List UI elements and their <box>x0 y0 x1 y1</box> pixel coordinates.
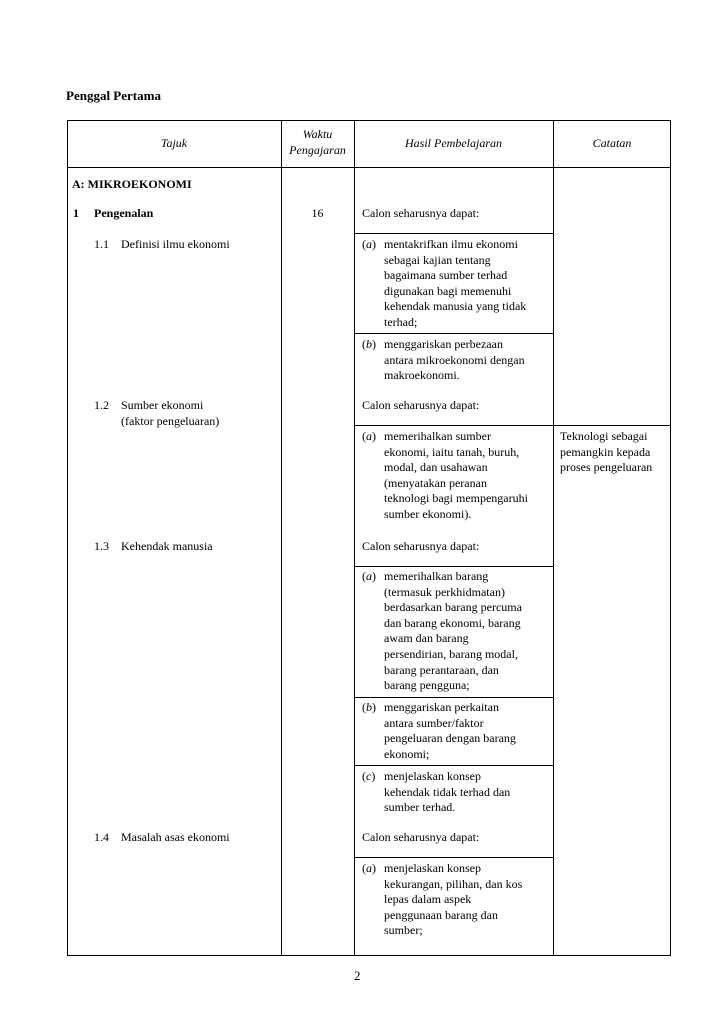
outcome-line: modal, dan usahawan <box>384 460 488 475</box>
subtopic-number: 1.3 <box>94 539 109 553</box>
outcome-line: menggariskan perkaitan <box>384 700 499 714</box>
outcome-line: digunakan bagi memenuhi <box>384 283 512 298</box>
outcome-line: antara sumber/faktor <box>384 715 484 730</box>
outcome-line: memerihalkan sumber <box>384 429 491 443</box>
subtopic-number: 1.4 <box>94 830 109 844</box>
outcome-letter: a <box>366 429 372 443</box>
outcome-letter: a <box>366 861 372 875</box>
outcome-intro: Calon seharusnya dapat: <box>362 398 480 412</box>
subtopic-title-line: Sumber ekonomi <box>121 398 204 412</box>
header-waktu: Waktu <box>302 127 333 141</box>
outcome-divider <box>354 697 553 698</box>
note-divider <box>553 425 671 426</box>
outcome-divider <box>354 857 553 858</box>
outcome-line: kehendak tidak terhad dan <box>384 784 511 799</box>
outcome-line: sumber; <box>384 923 423 938</box>
outcome-line: sumber ekonomi). <box>384 506 472 521</box>
outcome-line: menggariskan perbezaan <box>384 337 503 351</box>
outcome-intro: Calon seharusnya dapat: <box>362 830 480 844</box>
outcome-line: berdasarkan barang percuma <box>384 600 522 615</box>
outcome-line: bagaimana sumber terhad <box>384 268 508 283</box>
outcome-line: barang perantaraan, dan <box>384 662 499 677</box>
outcome-line: kekurangan, pilihan, dan kos <box>384 876 523 891</box>
subtopic-title: Kehendak manusia <box>121 539 213 553</box>
outcome-line: kehendak manusia yang tidak <box>384 299 527 314</box>
column-divider-2 <box>354 120 355 956</box>
column-divider-1 <box>281 120 282 956</box>
outcome-line: persendirian, barang modal, <box>384 646 518 661</box>
outcome-line: (termasuk perkhidmatan) <box>384 584 505 599</box>
outcome-letter: a <box>366 237 372 251</box>
outcome-line: menjelaskan konsep <box>384 769 481 783</box>
header-hasil: Hasil Pembelajaran <box>405 136 502 150</box>
header-catatan: Catatan <box>592 136 632 150</box>
outcome-line: sebagai kajian tentang <box>384 252 491 267</box>
outcome-letter: b <box>366 700 372 714</box>
outcome-divider <box>354 233 553 234</box>
outcome-line: ekonomi, iaitu tanah, buruh, <box>384 444 520 459</box>
note-line: proses pengeluaran <box>560 460 653 475</box>
header-divider <box>67 167 671 168</box>
outcome-line: penggunaan barang dan <box>384 907 498 922</box>
outcome-intro: Calon seharusnya dapat: <box>362 206 480 220</box>
outcome-line: teknologi bagi mempengaruhi <box>384 491 528 506</box>
outcome-line: menjelaskan konsep <box>384 861 481 875</box>
outcome-line: awam dan barang <box>384 631 469 646</box>
outcome-letter: b <box>366 337 372 351</box>
outcome-line: ekonomi; <box>384 746 430 761</box>
outcome-line: mentakrifkan ilmu ekonomi <box>384 237 518 251</box>
topic-number: 1 <box>73 206 79 220</box>
subtopic-number: 1.2 <box>94 398 109 412</box>
outcome-line: terhad; <box>384 314 418 329</box>
outcome-line: pengeluaran dengan barang <box>384 731 516 746</box>
term-title: Penggal Pertama <box>66 88 161 103</box>
outcome-letter: c <box>366 769 372 783</box>
subtopic-number: 1.1 <box>94 237 109 251</box>
outcome-line: makroekonomi. <box>384 368 460 383</box>
outcome-line: lepas dalam aspek <box>384 892 472 907</box>
teaching-hours: 16 <box>311 206 324 220</box>
subtopic-title <box>121 398 219 429</box>
outcome-intro: Calon seharusnya dapat: <box>362 539 480 553</box>
outcome-divider <box>354 765 553 766</box>
outcome-line: (menyatakan peranan <box>384 475 487 490</box>
note-line: Teknologi sebagai <box>560 429 648 443</box>
outcome-divider <box>354 425 553 426</box>
note-text <box>560 429 652 476</box>
subtopic-title-line: (faktor pengeluaran) <box>121 413 220 428</box>
note-line: pemangkin kepada <box>560 444 651 459</box>
page-number: 2 <box>354 968 361 983</box>
outcome-line: barang pengguna; <box>384 678 470 693</box>
outcome-line: antara mikroekonomi dengan <box>384 352 525 367</box>
outcome-letter: a <box>366 569 372 583</box>
section-title: A: MIKROEKONOMI <box>72 177 192 191</box>
topic-title: Pengenalan <box>94 206 154 220</box>
outcome-line: memerihalkan barang <box>384 569 489 583</box>
outcome-line: dan barang ekonomi, barang <box>384 615 521 630</box>
outcome-divider <box>354 566 553 567</box>
header-pengajaran: Pengajaran <box>289 143 346 157</box>
outcome-divider <box>354 333 553 334</box>
subtopic-title: Definisi ilmu ekonomi <box>121 237 230 251</box>
outcome-line: sumber terhad. <box>384 800 456 815</box>
header-tajuk: Tajuk <box>160 136 188 150</box>
column-divider-3 <box>553 120 554 956</box>
subtopic-title: Masalah asas ekonomi <box>121 830 230 844</box>
